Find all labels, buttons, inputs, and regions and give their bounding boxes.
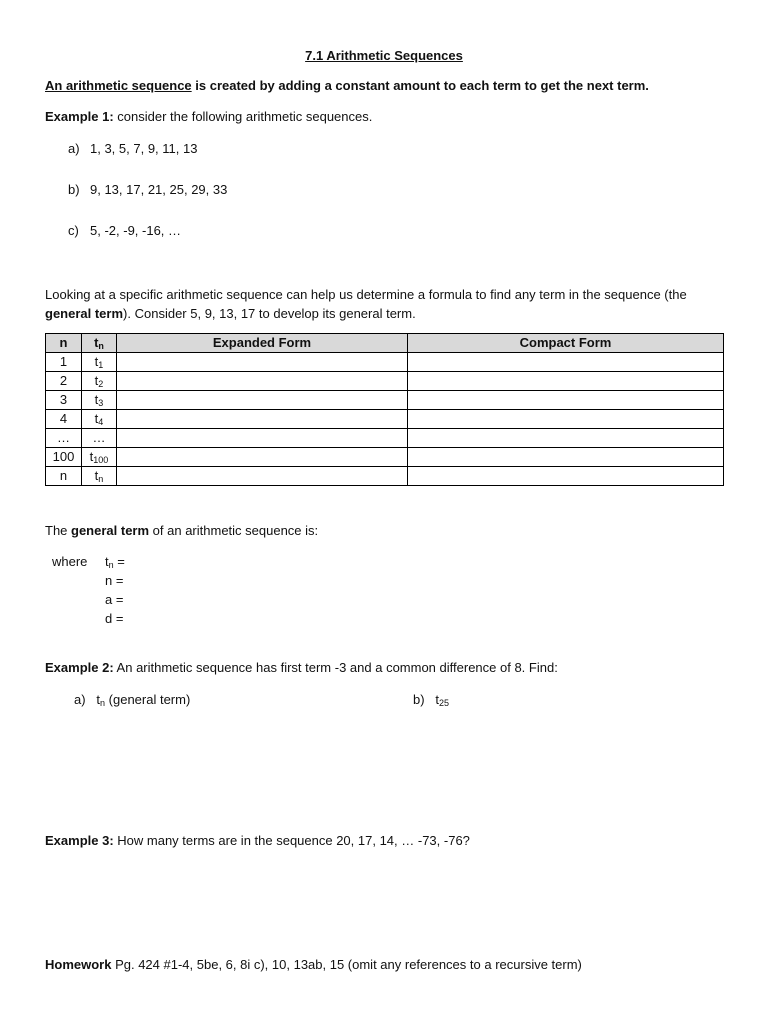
cell-t-sub: 2 xyxy=(98,379,104,389)
example1-item-a xyxy=(68,141,197,156)
header-expanded: Expanded Form xyxy=(117,334,408,353)
cell-t-sub: 3 xyxy=(98,398,104,408)
table-row xyxy=(46,372,724,391)
paragraph-text-1: Looking at a specific arithmetic sequence can help us determine a formula to find any term in the sequence (the xyxy=(45,287,687,302)
where-line-tn xyxy=(105,554,125,569)
example2-part-b xyxy=(413,692,449,707)
cell-t xyxy=(82,467,117,486)
cell-n: … xyxy=(46,429,82,448)
part-base: t xyxy=(435,692,440,707)
var-equals: = xyxy=(113,554,125,569)
var-base: n xyxy=(105,573,113,588)
general-term-statement xyxy=(45,523,318,538)
cell-n: 4 xyxy=(46,410,82,429)
homework-text: Pg. 424 #1-4, 5be, 6, 8i c), 10, 13ab, 15 (omit any references to a recursive term) xyxy=(111,957,582,972)
intro-paragraph xyxy=(45,285,735,323)
cell-t xyxy=(82,448,117,467)
cell-t xyxy=(82,372,117,391)
header-tn-sub: n xyxy=(98,341,104,351)
item-text: 1, 3, 5, 7, 9, 11, 13 xyxy=(90,141,198,156)
general-term-prefix: The xyxy=(45,523,72,538)
part-text: (general term) xyxy=(105,692,191,707)
var-equals: = xyxy=(112,573,124,588)
example3-label: Example 3: xyxy=(45,833,114,848)
var-equals: = xyxy=(112,611,124,626)
cell-n: n xyxy=(46,467,82,486)
cell-t xyxy=(82,429,117,448)
table-row xyxy=(46,467,724,486)
cell-expanded[interactable] xyxy=(117,448,408,467)
cell-compact[interactable] xyxy=(408,448,724,467)
cell-n: 100 xyxy=(46,448,82,467)
header-tn xyxy=(82,334,117,353)
var-equals: = xyxy=(112,592,124,607)
cell-n: 2 xyxy=(46,372,82,391)
example1-item-c xyxy=(68,223,181,238)
cell-t-sub: 4 xyxy=(98,417,104,427)
cell-t xyxy=(82,353,117,372)
cell-expanded[interactable] xyxy=(117,391,408,410)
cell-expanded[interactable] xyxy=(117,429,408,448)
cell-t-base: t xyxy=(94,468,99,483)
item-label: c) xyxy=(68,223,79,238)
paragraph-text-2: ). Consider 5, 9, 13, 17 to develop its general term. xyxy=(123,306,416,321)
cell-t xyxy=(82,391,117,410)
example1-text: consider the following arithmetic sequences. xyxy=(113,109,373,124)
general-term-suffix: of an arithmetic sequence is: xyxy=(149,523,319,538)
definition-text: is created by adding a constant amount to each term to get the next term. xyxy=(191,78,649,93)
paragraph-bold: general term xyxy=(45,306,124,321)
definition-term: An arithmetic sequence xyxy=(45,78,192,93)
example1-label: Example 1: xyxy=(45,109,114,124)
cell-compact[interactable] xyxy=(408,429,724,448)
table-row xyxy=(46,410,724,429)
cell-t-base: t xyxy=(94,411,99,426)
example2-text: An arithmetic sequence has first term -3 and a common difference of 8. Find: xyxy=(113,660,558,675)
header-n: n xyxy=(46,334,82,353)
cell-compact[interactable] xyxy=(408,467,724,486)
part-label: b) xyxy=(413,692,425,707)
item-text: 5, -2, -9, -16, … xyxy=(90,223,182,238)
cell-expanded[interactable] xyxy=(117,353,408,372)
cell-n: 3 xyxy=(46,391,82,410)
where-line-n xyxy=(105,573,123,588)
cell-t-base: … xyxy=(92,430,106,445)
cell-compact[interactable] xyxy=(408,410,724,429)
var-base: t xyxy=(105,554,109,569)
example2-part-a xyxy=(74,692,190,707)
where-label: where xyxy=(52,554,88,569)
example1-item-b xyxy=(68,182,227,197)
where-line-a xyxy=(105,592,123,607)
cell-n: 1 xyxy=(46,353,82,372)
item-label: b) xyxy=(68,182,80,197)
cell-t-base: t xyxy=(94,392,99,407)
table-row xyxy=(46,353,724,372)
cell-expanded[interactable] xyxy=(117,372,408,391)
part-label: a) xyxy=(74,692,86,707)
definition xyxy=(45,78,649,93)
cell-t-base: t xyxy=(94,373,99,388)
cell-t xyxy=(82,410,117,429)
item-text: 9, 13, 17, 21, 25, 29, 33 xyxy=(90,182,228,197)
cell-expanded[interactable] xyxy=(117,467,408,486)
sequence-table xyxy=(45,333,724,486)
example2-heading xyxy=(45,660,558,675)
table-row xyxy=(46,429,724,448)
where-line-d xyxy=(105,611,123,626)
cell-compact[interactable] xyxy=(408,353,724,372)
page-title: 7.1 Arithmetic Sequences xyxy=(305,48,463,63)
cell-compact[interactable] xyxy=(408,372,724,391)
part-base: t xyxy=(96,692,101,707)
cell-t-sub: 1 xyxy=(98,360,104,370)
var-base: a xyxy=(105,592,113,607)
cell-expanded[interactable] xyxy=(117,410,408,429)
header-tn-base: t xyxy=(94,335,99,350)
header-compact: Compact Form xyxy=(408,334,724,353)
homework-line xyxy=(45,957,582,972)
part-sub: n xyxy=(100,698,106,708)
var-sub: n xyxy=(108,560,114,570)
table-row xyxy=(46,448,724,467)
homework-label: Homework xyxy=(45,957,112,972)
item-label: a) xyxy=(68,141,80,156)
general-term-bold: general term xyxy=(71,523,150,538)
example3-heading xyxy=(45,833,470,848)
cell-t-sub: 100 xyxy=(93,455,109,465)
table-row xyxy=(46,391,724,410)
cell-compact[interactable] xyxy=(408,391,724,410)
example1-heading xyxy=(45,109,372,124)
example2-label: Example 2: xyxy=(45,660,114,675)
part-sub: 25 xyxy=(439,698,450,708)
example3-text: How many terms are in the sequence 20, 17, 14, … -73, -76? xyxy=(113,833,470,848)
var-base: d xyxy=(105,611,113,626)
cell-t-sub: n xyxy=(98,474,104,484)
table-header-row xyxy=(46,334,724,353)
cell-t-base: t xyxy=(94,354,99,369)
cell-t-base: t xyxy=(89,449,94,464)
